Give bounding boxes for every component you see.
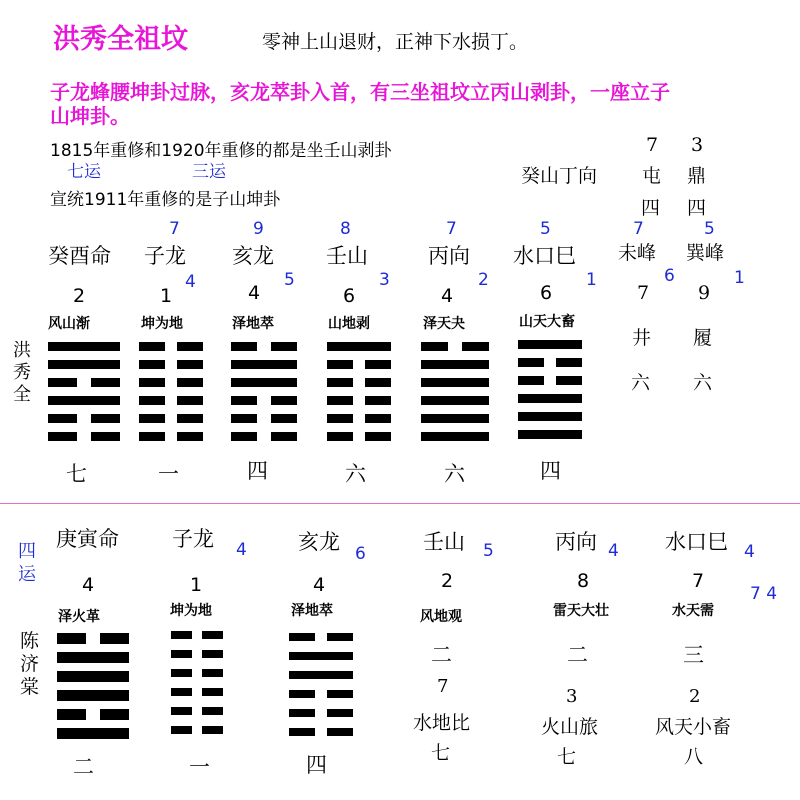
yun-san: 三运 (192, 162, 226, 182)
yin-line (171, 669, 223, 677)
bottom-col-yun: 三 (683, 643, 704, 667)
yang-line (421, 414, 489, 423)
top-col-num: 2 (73, 285, 86, 307)
yang-line (289, 652, 353, 660)
yang-line (231, 360, 297, 369)
bottom-col-blue-side: 5 (483, 541, 494, 561)
bottom-col-hex-name: 坤为地 (170, 603, 212, 619)
top-col-hex-name: 泽天夬 (423, 316, 465, 332)
bottom-col-hexagram (289, 633, 353, 736)
top-col-bottom: 六 (345, 462, 366, 486)
bottom-col-head: 庚寅命 (56, 527, 119, 551)
bottom-yun-1: 四 (18, 541, 36, 562)
subtitle: 零神上山退财，正神下水损丁。 (262, 31, 529, 53)
yin-line (139, 414, 203, 423)
bottom-col-yun2: 七 (431, 742, 451, 764)
bottom-extra-blue: 7 4 (750, 584, 778, 604)
tr-c2-yun: 四 (687, 197, 707, 219)
tr-c1-num: 7 (646, 134, 659, 156)
bottom-col-blue-side: 4 (236, 540, 247, 560)
top-col-head: 亥龙 (232, 244, 274, 268)
intro-line-2: 山坤卦。 (50, 104, 130, 128)
yin-line (48, 432, 120, 441)
bottom-col-num: 4 (82, 574, 95, 596)
yin-line (139, 360, 203, 369)
gui-shan-ding-xiang: 癸山丁向 (521, 165, 598, 187)
yang-line (327, 342, 391, 351)
yin-line (139, 342, 203, 351)
bottom-col-num: 4 (313, 574, 326, 596)
bottom-col-hex-name: 泽火革 (58, 609, 100, 625)
bottom-col-hexagram (171, 631, 223, 734)
bottom-col-hex-name: 雷天大壮 (553, 603, 609, 619)
yang-line (421, 360, 489, 369)
bottom-yun-2: 运 (18, 564, 36, 585)
yang-line (518, 430, 582, 439)
tr-blue-top-1: 7 (633, 219, 644, 239)
yin-line (231, 414, 297, 423)
intro-line-1: 子龙蜂腰坤卦过脉，亥龙萃卦入首，有三坐祖坟立丙山剥卦，一座立子 (50, 80, 670, 104)
bottom-col-hexagram (57, 633, 129, 739)
yang-line (518, 394, 582, 403)
tr-blue-side-2: 1 (734, 268, 745, 288)
note-1911: 宣统1911年重修的是子山坤卦 (50, 190, 281, 210)
yin-line (327, 378, 391, 387)
top-col-bottom: 六 (444, 462, 465, 486)
bottom-col-bottom: 四 (306, 753, 327, 777)
tr-c2-gua: 鼎 (687, 165, 707, 187)
top-col-blue-side: 5 (284, 270, 295, 290)
yin-line (48, 414, 120, 423)
bottom-col-blue-side: 4 (608, 541, 619, 561)
tr-c1-yun: 四 (641, 197, 661, 219)
top-col-hex-name: 山天大畜 (519, 314, 575, 330)
yang-line (518, 412, 582, 421)
yin-line (327, 432, 391, 441)
yang-line (231, 378, 297, 387)
top-col-bottom: 一 (158, 462, 179, 486)
yin-line (139, 396, 203, 405)
bottom-col-head: 子龙 (172, 527, 214, 551)
bottom-col-blue-side: 4 (744, 542, 755, 562)
bottom-side-1: 陈 (20, 630, 40, 652)
top-col-blue-top: 5 (540, 219, 551, 239)
top-col-blue-side: 1 (586, 270, 597, 290)
bottom-col-head: 亥龙 (298, 530, 340, 554)
top-col-head: 子龙 (144, 244, 186, 268)
top-col-blue-top: 9 (253, 219, 264, 239)
top-col-hex-name: 坤为地 (141, 316, 183, 332)
tr-c1b-num: 7 (637, 282, 650, 304)
tr-c2b-num: 9 (698, 282, 711, 304)
bottom-col-blue-side: 6 (355, 544, 366, 564)
top-col-hex-name: 泽地萃 (232, 316, 274, 332)
tr-c2b-gua: 履 (693, 327, 713, 349)
top-col-blue-side: 3 (379, 270, 390, 290)
top-col-blue-top: 8 (340, 219, 351, 239)
bottom-col-hex2: 风天小畜 (655, 716, 732, 738)
yin-line (139, 432, 203, 441)
tr-blue-side-1: 6 (664, 266, 675, 286)
yang-line (48, 342, 120, 351)
top-col-num: 6 (540, 282, 553, 304)
top-col-bottom: 七 (66, 462, 87, 486)
top-col-head: 丙向 (428, 244, 470, 268)
yang-line (48, 396, 120, 405)
yin-line (327, 414, 391, 423)
yin-line (171, 726, 223, 734)
bottom-col-hex-name: 风地观 (420, 609, 462, 625)
yin-line (171, 707, 223, 715)
yin-line (171, 688, 223, 696)
yin-line (231, 342, 297, 351)
bottom-col-hex2: 水地比 (413, 712, 471, 734)
tr-c2b-yun: 六 (693, 372, 713, 394)
xun-feng: 巽峰 (686, 242, 725, 264)
top-side-3: 全 (13, 384, 31, 405)
yin-line (289, 633, 353, 641)
bottom-col-yun: 二 (431, 643, 452, 667)
top-col-blue-side: 2 (478, 270, 489, 290)
top-side-1: 洪 (13, 340, 31, 361)
yang-line (421, 378, 489, 387)
yang-line (289, 671, 353, 679)
tr-c1b-yun: 六 (631, 372, 651, 394)
bottom-col-yun2: 七 (557, 746, 577, 768)
wei-feng: 未峰 (618, 242, 657, 264)
bottom-col-num2: 3 (566, 686, 578, 707)
bottom-col-num2: 2 (689, 686, 701, 707)
bottom-col-bottom: 二 (73, 755, 94, 779)
top-col-hexagram (421, 342, 489, 441)
top-col-head: 水口巳 (513, 244, 576, 268)
bottom-col-head: 水口巳 (665, 530, 728, 554)
bottom-col-yun2: 八 (684, 746, 704, 768)
yin-line (289, 690, 353, 698)
bottom-col-hex2: 火山旅 (541, 716, 599, 738)
top-col-hex-name: 山地剥 (328, 316, 370, 332)
top-col-head: 壬山 (326, 244, 368, 268)
bottom-col-num: 7 (692, 570, 705, 592)
bottom-col-num: 2 (441, 570, 454, 592)
top-col-hexagram (327, 342, 391, 441)
top-col-hexagram (231, 342, 297, 441)
top-col-num: 4 (441, 285, 454, 307)
page-title: 洪秀全祖坟 (53, 24, 188, 55)
top-col-blue-top: 7 (446, 219, 457, 239)
yin-line (139, 378, 203, 387)
yin-line (231, 432, 297, 441)
bottom-col-head: 壬山 (423, 530, 465, 554)
yin-line (57, 633, 129, 644)
yin-line (327, 396, 391, 405)
yang-line (518, 340, 582, 349)
top-col-head: 癸酉命 (48, 244, 111, 268)
top-col-blue-side: 4 (185, 272, 196, 292)
bottom-col-num2: 7 (437, 676, 449, 697)
yin-line (421, 342, 489, 351)
yin-line (57, 709, 129, 720)
yin-line (518, 358, 582, 367)
top-col-hex-name: 风山渐 (48, 316, 90, 332)
top-col-num: 4 (248, 282, 261, 304)
bottom-side-3: 棠 (20, 676, 40, 698)
bottom-col-head: 丙向 (555, 530, 597, 554)
yang-line (421, 432, 489, 441)
yang-line (421, 396, 489, 405)
yang-line (57, 728, 129, 739)
top-col-hexagram (518, 340, 582, 439)
bottom-col-yun: 二 (567, 643, 588, 667)
tr-c1-gua: 屯 (642, 165, 662, 187)
bottom-col-hex-name: 水天需 (672, 603, 714, 619)
top-col-hexagram (139, 342, 203, 441)
top-col-bottom: 四 (540, 459, 561, 483)
yin-line (171, 631, 223, 639)
yin-line (289, 709, 353, 717)
bottom-col-num: 8 (577, 570, 590, 592)
tr-c2-num: 3 (691, 134, 704, 156)
yin-line (171, 650, 223, 658)
yang-line (48, 360, 120, 369)
top-col-num: 6 (343, 285, 356, 307)
section-divider (0, 503, 800, 504)
top-col-num: 1 (160, 285, 173, 307)
top-col-bottom: 四 (247, 459, 268, 483)
bottom-col-num: 1 (190, 574, 203, 596)
top-col-hexagram (48, 342, 120, 441)
yin-line (48, 378, 120, 387)
yang-line (57, 652, 129, 663)
note-1815: 1815年重修和1920年重修的都是坐壬山剥卦 (50, 141, 392, 161)
top-side-2: 秀 (13, 362, 31, 383)
yin-line (327, 360, 391, 369)
yin-line (518, 376, 582, 385)
yang-line (57, 690, 129, 701)
yang-line (57, 671, 129, 682)
tr-c1b-gua: 井 (632, 327, 652, 349)
top-col-blue-top: 7 (169, 219, 180, 239)
yin-line (231, 396, 297, 405)
bottom-col-hex-name: 泽地萃 (291, 603, 333, 619)
yun-qi: 七运 (67, 162, 101, 182)
bottom-side-2: 济 (20, 653, 40, 675)
yin-line (289, 728, 353, 736)
tr-blue-top-2: 5 (704, 219, 715, 239)
bottom-col-bottom: 一 (189, 755, 210, 779)
